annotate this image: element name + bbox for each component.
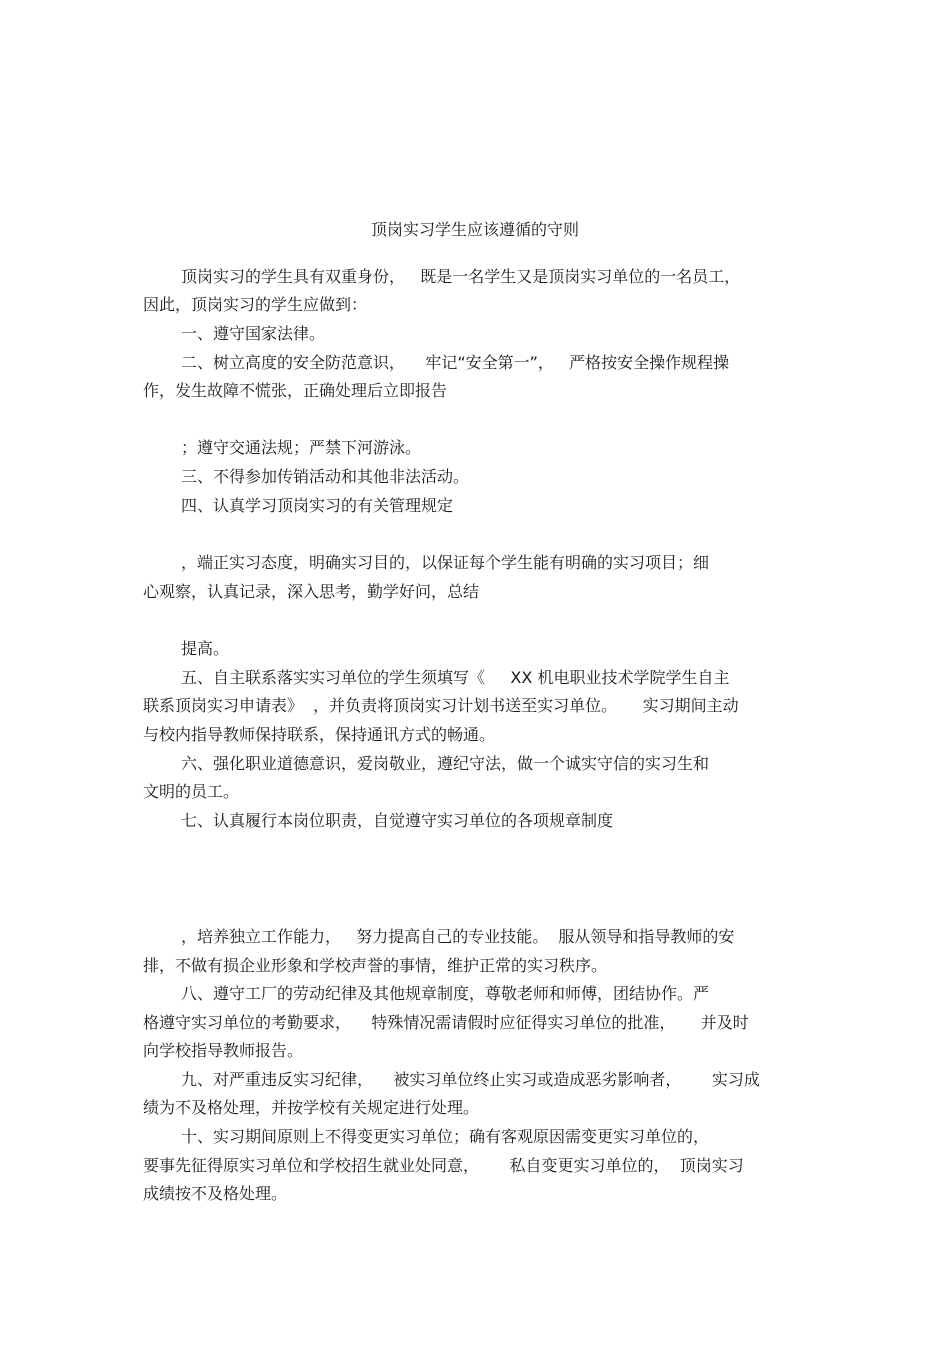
paragraph-line: 三、不得参加传销活动和其他非法活动。: [181, 467, 470, 486]
paragraph-line: 与校内指导教师保持联系，保持通讯方式的畅通。: [143, 725, 496, 744]
paragraph-line: 格遵守实习单位的考勤要求， 特殊情况需请假时应征得实习单位的批准， 并及时: [143, 1013, 749, 1032]
paragraph-line: 提高。: [181, 639, 230, 658]
paragraph-line: 六、强化职业道德意识，爱岗敬业，遵纪守法，做一个诚实守信的实习生和: [181, 754, 710, 773]
paragraph-line: 一、遵守国家法律。: [181, 324, 326, 343]
paragraph-line: 七、认真履行本岗位职责，自觉遵守实习单位的各项规章制度: [181, 811, 614, 830]
paragraph-line: 绩为不及格处理，并按学校有关规定进行处理。: [143, 1098, 480, 1117]
paragraph-line: 作，发生故障不慌张，正确处理后立即报告: [143, 381, 448, 400]
paragraph-line: 向学校指导教师报告。: [143, 1041, 304, 1060]
paragraph-line: 四、认真学习顶岗实习的有关管理规定: [181, 496, 454, 515]
paragraph-line: 成绩按不及格处理。: [143, 1184, 288, 1203]
paragraph-line: 八、遵守工厂的劳动纪律及其他规章制度，尊敬老师和师傅，团结协作。严: [181, 984, 710, 1003]
paragraph-line: 排，不做有损企业形象和学校声誉的事情，维护正常的实习秩序。: [143, 956, 608, 975]
paragraph-line: 因此，顶岗实习的学生应做到：: [143, 295, 368, 314]
paragraph-line: 心观察，认真记录，深入思考，勤学好问，总结: [143, 582, 480, 601]
paragraph-line: 顶岗实习的学生具有双重身份， 既是一名学生又是顶岗实习单位的一名员工，: [181, 267, 741, 286]
paragraph-line: ，培养独立工作能力， 努力提高自己的专业技能。 服从领导和指导教师的安: [181, 927, 735, 946]
paragraph-line: ；遵守交通法规；严禁下河游泳。: [181, 438, 422, 457]
paragraph-line: 十、实习期间原则上不得变更实习单位；确有客观原因需变更实习单位的，: [181, 1127, 710, 1146]
paragraph-line: 要事先征得原实习单位和学校招生就业处同意， 私自变更实习单位的， 顶岗实习: [143, 1156, 744, 1175]
paragraph-line: 五、自主联系落实实习单位的学生须填写《 XX 机电职业技术学院学生自主: [181, 668, 730, 687]
paragraph-line: ，端正实习态度，明确实习目的，以保证每个学生能有明确的实习项目；细: [181, 553, 710, 572]
paragraph-line: 联系顶岗实习申请表》 ，并负责将顶岗实习计划书送至实习单位。 实习期间主动: [143, 696, 739, 715]
paragraph-line: 九、对严重违反实习纪律， 被实习单位终止实习或造成恶劣影响者， 实习成: [181, 1070, 760, 1089]
document-title: 顶岗实习学生应该遵循的守则: [370, 220, 579, 239]
paragraph-line: 文明的员工。: [143, 782, 240, 801]
paragraph-line: 二、树立高度的安全防范意识， 牢记“安全第一”， 严格按安全操作规程操: [181, 353, 730, 372]
